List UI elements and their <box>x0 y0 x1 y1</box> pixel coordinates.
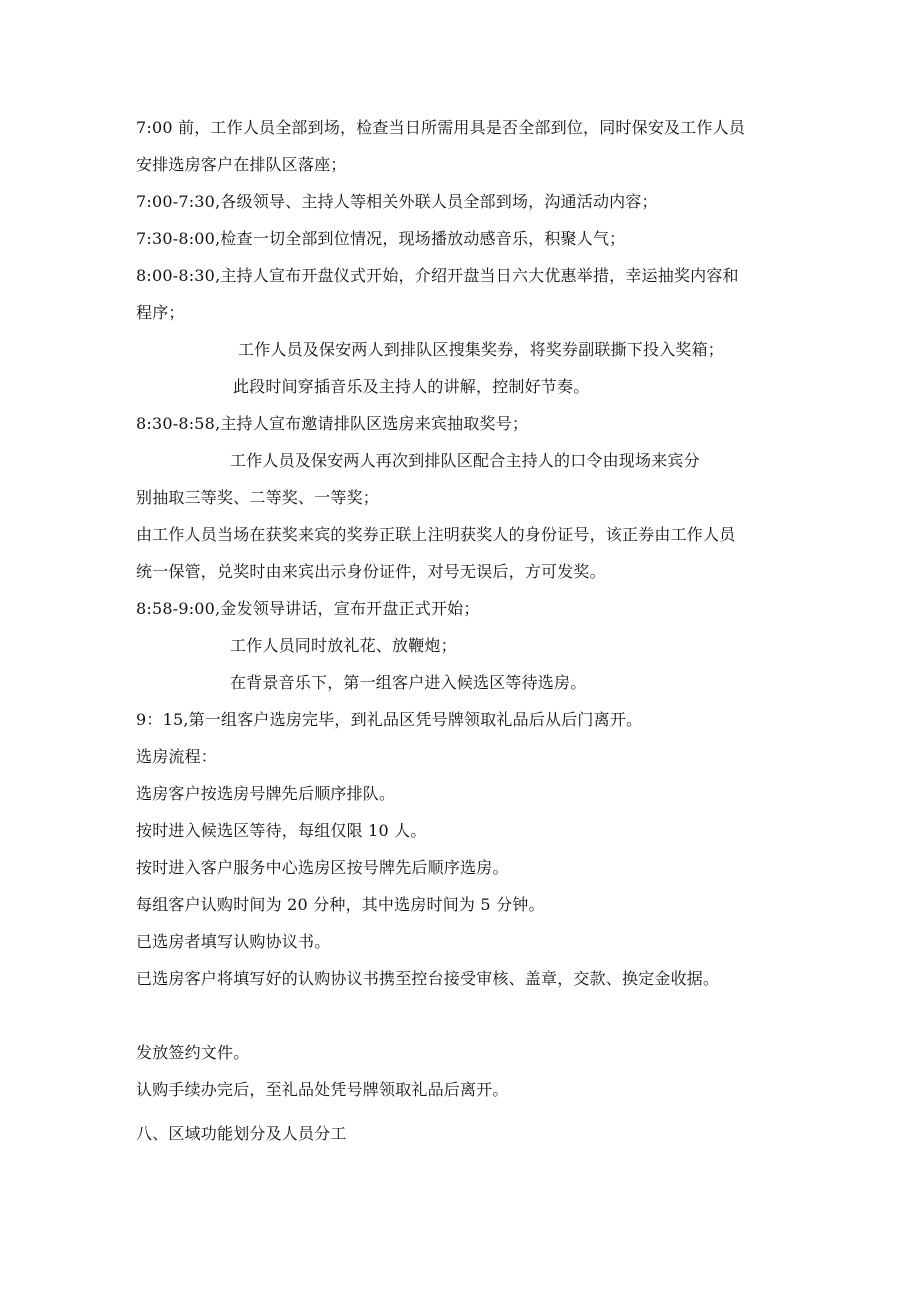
text-line-19: 选房客户按选房号牌先后顺序排队。 <box>136 784 396 803</box>
text-line-21: 按时进入客户服务中心选房区按号牌先后顺序选房。 <box>136 858 509 877</box>
text-line-10: 工作人员及保安两人再次到排队区配合主持人的口令由现场来宾分 <box>230 451 700 470</box>
text-line-14: 8:58-9:00,金发领导讲话，宣布开盘正式开始； <box>136 599 480 618</box>
text-line-20: 按时进入候选区等待，每组仅限 10 人。 <box>136 821 427 840</box>
text-line-7: 工作人员及保安两人到排队区搜集奖券，将奖券副联撕下投入奖箱； <box>238 340 725 359</box>
text-line-6: 程序； <box>136 303 185 322</box>
text-line-3: 7:00-7:30,各级领导、主持人等相关外联人员全部到场，沟通活动内容； <box>136 192 658 211</box>
text-line-16: 在背景音乐下，第一组客户进入候选区等待选房。 <box>230 673 587 692</box>
text-line-22: 每组客户认购时间为 20 分种，其中选房时间为 5 分钟。 <box>136 895 545 914</box>
section-heading: 八、区域功能划分及人员分工 <box>136 1124 347 1143</box>
text-line-17: 9：15,第一组客户选房完毕，到礼品区凭号牌领取礼品后从后门离开。 <box>136 710 643 729</box>
text-line-8: 此段时间穿插音乐及主持人的讲解，控制好节奏。 <box>233 377 590 396</box>
text-line-2: 安排选房客户在排队区落座； <box>136 155 347 174</box>
text-line-5: 8:00-8:30,主持人宣布开盘仪式开始，介绍开盘当日六大优惠举措，幸运抽奖内容和 <box>136 266 739 285</box>
text-line-1: 7:00 前，工作人员全部到场，检查当日所需用具是否全部到位，同时保安及工作人员 <box>136 118 746 137</box>
text-line-4: 7:30-8:00,检查一切全部到位情况，现场播放动感音乐，积聚人气； <box>136 229 626 248</box>
text-line-13: 统一保管，兑奖时由来宾出示身份证件，对号无误后，方可发奖。 <box>136 562 606 581</box>
text-line-24: 已选房客户将填写好的认购协议书携至控台接受审核、盖章，交款、换定金收据。 <box>136 969 720 988</box>
text-line-26: 认购手续办完后，至礼品处凭号牌领取礼品后离开。 <box>136 1080 509 1099</box>
text-line-12: 由工作人员当场在获奖来宾的奖券正联上注明获奖人的身份证号，该正券由工作人员 <box>136 525 736 544</box>
text-line-23: 已选房者填写认购协议书。 <box>136 932 331 951</box>
text-line-25: 发放签约文件。 <box>136 1043 250 1062</box>
text-line-15: 工作人员同时放礼花、放鞭炮； <box>230 636 457 655</box>
text-line-18: 选房流程： <box>136 747 218 766</box>
text-line-9: 8:30-8:58,主持人宣布邀请排队区选房来宾抽取奖号； <box>136 414 529 433</box>
text-line-11: 别抽取三等奖、二等奖、一等奖； <box>136 488 380 507</box>
